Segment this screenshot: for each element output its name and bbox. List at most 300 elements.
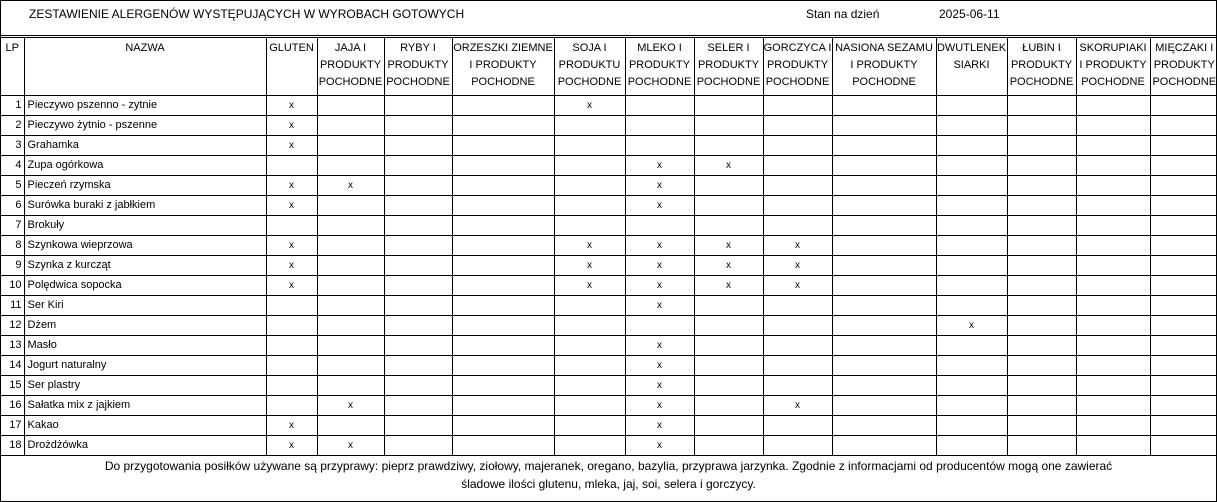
column-header-line: SOJA I	[572, 42, 607, 54]
allergen-cell	[384, 396, 452, 416]
allergen-cell	[763, 156, 832, 176]
allergen-cell: x	[266, 256, 317, 276]
allergen-cell	[1076, 336, 1150, 356]
allergen-cell	[1150, 396, 1217, 416]
allergen-cell	[1150, 276, 1217, 296]
allergen-cell: x	[266, 96, 317, 116]
allergen-cell	[384, 436, 452, 456]
allergen-cell	[832, 196, 936, 216]
allergen-cell: x	[266, 416, 317, 436]
column-header	[1150, 38, 1217, 96]
allergen-cell	[1150, 176, 1217, 196]
allergen-cell: x	[625, 416, 694, 436]
row-number: 12	[1, 316, 24, 336]
allergen-cell	[832, 136, 936, 156]
allergen-cell	[1076, 196, 1150, 216]
column-header	[1007, 38, 1076, 96]
allergen-cell	[832, 436, 936, 456]
allergen-cell	[1076, 136, 1150, 156]
allergen-cell: x	[625, 336, 694, 356]
allergen-cell	[936, 356, 1007, 376]
table-row	[1, 156, 1217, 176]
footer-line-2: śladowe ilości glutenu, mleka, jaj, soi, selera i gorczycy.	[461, 477, 756, 491]
product-name: Jogurt naturalny	[24, 356, 266, 376]
allergen-cell: x	[694, 256, 763, 276]
allergen-cell	[763, 336, 832, 356]
allergen-cell	[452, 196, 554, 216]
allergen-cell: x	[763, 256, 832, 276]
allergen-cell	[936, 216, 1007, 236]
column-header	[694, 38, 763, 96]
table-row	[1, 376, 1217, 396]
table-row	[1, 396, 1217, 416]
allergen-cell	[317, 336, 384, 356]
allergen-cell	[694, 296, 763, 316]
allergen-cell	[694, 316, 763, 336]
column-header-line: JAJA I	[334, 42, 367, 54]
row-number: 2	[1, 116, 24, 136]
allergen-cell	[384, 116, 452, 136]
column-header	[317, 38, 384, 96]
allergen-cell	[266, 376, 317, 396]
allergen-cell	[452, 256, 554, 276]
column-header-line: PRODUKTU	[558, 59, 621, 71]
row-number: 16	[1, 396, 24, 416]
row-number: 11	[1, 296, 24, 316]
allergen-cell	[554, 396, 625, 416]
allergen-cell	[763, 196, 832, 216]
allergen-cell	[317, 356, 384, 376]
allergen-cell	[694, 336, 763, 356]
allergen-cell: x	[763, 396, 832, 416]
allergen-cell	[266, 336, 317, 356]
row-number: 1	[1, 96, 24, 116]
allergen-cell: x	[625, 436, 694, 456]
allergen-cell	[452, 276, 554, 296]
allergen-cell	[1150, 416, 1217, 436]
allergen-cell	[452, 356, 554, 376]
product-name: Szynka z kurcząt	[24, 256, 266, 276]
allergen-cell	[1076, 236, 1150, 256]
allergen-cell	[384, 156, 452, 176]
product-name: Kakao	[24, 416, 266, 436]
allergen-cell: x	[625, 396, 694, 416]
column-header-line: GLUTEN	[269, 42, 314, 54]
allergen-cell	[554, 116, 625, 136]
allergen-cell	[317, 136, 384, 156]
column-header	[24, 38, 266, 96]
allergen-cell	[763, 416, 832, 436]
allergen-cell	[384, 296, 452, 316]
column-header-line: PRODUKTY	[319, 59, 382, 71]
row-number: 9	[1, 256, 24, 276]
allergen-cell	[763, 436, 832, 456]
allergen-cell	[554, 336, 625, 356]
allergen-cell	[694, 136, 763, 156]
product-name: Pieczywo pszenno - zytnie	[24, 96, 266, 116]
allergen-cell	[1076, 156, 1150, 176]
column-header	[1, 38, 24, 96]
allergen-cell	[1150, 136, 1217, 156]
allergen-cell	[936, 376, 1007, 396]
column-header-line: I PRODUKTY	[469, 59, 537, 71]
column-header-line: RYBY I	[400, 42, 436, 54]
allergen-cell	[832, 156, 936, 176]
product-name: Surówka buraki z jabłkiem	[24, 196, 266, 216]
allergen-cell	[936, 156, 1007, 176]
allergen-cell	[317, 96, 384, 116]
allergen-cell	[1076, 376, 1150, 396]
column-header-line: SKORUPIAKI	[1079, 42, 1147, 54]
allergen-cell	[936, 136, 1007, 156]
column-header	[1076, 38, 1150, 96]
column-header-line: NASIONA SEZAMU	[835, 42, 933, 54]
allergen-cell	[384, 216, 452, 236]
allergen-cell	[694, 396, 763, 416]
allergen-cell	[452, 136, 554, 156]
allergen-cell	[384, 196, 452, 216]
allergen-cell	[1007, 256, 1076, 276]
allergen-cell: x	[266, 136, 317, 156]
allergen-cell	[1007, 376, 1076, 396]
allergen-cell	[317, 116, 384, 136]
product-name: Drożdżówka	[24, 436, 266, 456]
column-header-line: POCHODNE	[1081, 76, 1145, 88]
column-header-line: MIĘCZAKI I	[1155, 42, 1214, 54]
allergen-cell	[936, 396, 1007, 416]
allergen-cell	[384, 336, 452, 356]
column-header	[452, 38, 554, 96]
allergen-cell	[832, 116, 936, 136]
allergen-cell	[452, 336, 554, 356]
allergen-cell	[317, 196, 384, 216]
allergen-cell: x	[266, 436, 317, 456]
allergen-cell	[554, 436, 625, 456]
table-row	[1, 236, 1217, 256]
allergen-cell	[452, 236, 554, 256]
allergen-cell: x	[763, 236, 832, 256]
product-name: Ser Kiri	[24, 296, 266, 316]
allergen-cell	[1150, 436, 1217, 456]
allergen-cell	[1007, 156, 1076, 176]
table-row	[1, 116, 1217, 136]
allergen-cell	[452, 176, 554, 196]
allergen-cell: x	[266, 276, 317, 296]
allergen-cell	[1007, 96, 1076, 116]
allergen-cell	[1076, 116, 1150, 136]
column-header-line: MLEKO I	[637, 42, 682, 54]
allergen-cell	[554, 136, 625, 156]
column-header	[266, 38, 317, 96]
allergen-cell	[763, 376, 832, 396]
allergen-cell	[694, 376, 763, 396]
allergen-cell	[1007, 396, 1076, 416]
allergen-cell: x	[625, 356, 694, 376]
row-number: 5	[1, 176, 24, 196]
column-header-line: SELER I	[707, 42, 750, 54]
column-header-line: LP	[5, 42, 19, 54]
allergen-cell	[936, 276, 1007, 296]
allergen-cell: x	[625, 196, 694, 216]
allergen-cell	[694, 436, 763, 456]
allergen-cell	[625, 216, 694, 236]
allergen-cell	[1076, 316, 1150, 336]
allergen-cell	[694, 196, 763, 216]
allergen-cell: x	[554, 96, 625, 116]
allergen-cell	[936, 236, 1007, 256]
allergen-cell	[832, 96, 936, 116]
allergen-cell: x	[625, 176, 694, 196]
column-header-line: POCHODNE	[627, 76, 692, 88]
allergen-cell: x	[317, 396, 384, 416]
table-header-row	[1, 38, 1217, 96]
table-row	[1, 356, 1217, 376]
allergen-cell	[694, 96, 763, 116]
allergen-table	[1, 37, 1217, 456]
allergen-cell	[266, 216, 317, 236]
allergen-cell: x	[625, 156, 694, 176]
column-header-line: POCHODNE	[386, 76, 450, 88]
allergen-cell	[936, 176, 1007, 196]
sheet-title: ZESTAWIENIE ALERGENÓW WYSTĘPUJĄCYCH W WYROBACH GOTOWYCH	[29, 7, 465, 21]
product-name: Zupa ogórkowa	[24, 156, 266, 176]
allergen-cell	[832, 316, 936, 336]
allergen-cell	[1007, 336, 1076, 356]
table-row	[1, 336, 1217, 356]
product-name: Pieczeń rzymska	[24, 176, 266, 196]
allergen-cell	[554, 316, 625, 336]
column-header	[554, 38, 625, 96]
allergen-cell	[452, 216, 554, 236]
allergen-cell: x	[625, 276, 694, 296]
product-name: Sałatka mix z jajkiem	[24, 396, 266, 416]
table-row	[1, 276, 1217, 296]
column-header-line: GORCZYCA I	[763, 42, 832, 54]
allergen-cell	[1150, 356, 1217, 376]
allergen-cell: x	[266, 176, 317, 196]
product-name: Dżem	[24, 316, 266, 336]
column-header-line: PRODUKTY	[697, 59, 760, 71]
allergen-cell	[554, 216, 625, 236]
allergen-cell	[832, 416, 936, 436]
allergen-cell	[625, 316, 694, 336]
allergen-cell	[317, 236, 384, 256]
column-header-line: PRODUKTY	[1010, 59, 1073, 71]
allergen-cell	[625, 96, 694, 116]
allergen-cell	[832, 396, 936, 416]
allergen-cell	[1150, 236, 1217, 256]
allergen-cell	[1007, 296, 1076, 316]
allergen-cell	[384, 416, 452, 436]
allergen-cell: x	[317, 436, 384, 456]
allergen-cell: x	[266, 116, 317, 136]
allergen-cell	[694, 416, 763, 436]
allergen-cell	[384, 276, 452, 296]
allergen-cell	[452, 96, 554, 116]
allergen-cell	[1007, 136, 1076, 156]
allergen-cell	[1076, 436, 1150, 456]
allergen-cell: x	[694, 276, 763, 296]
row-number: 8	[1, 236, 24, 256]
row-number: 15	[1, 376, 24, 396]
table-row	[1, 296, 1217, 316]
allergen-cell	[1150, 156, 1217, 176]
allergen-cell	[1150, 256, 1217, 276]
allergen-cell	[1076, 356, 1150, 376]
allergen-cell: x	[625, 236, 694, 256]
column-header-line: POCHODNE	[318, 76, 383, 88]
table-row	[1, 96, 1217, 116]
allergen-cell	[384, 376, 452, 396]
allergen-cell: x	[694, 236, 763, 256]
column-header-line: ŁUBIN I	[1022, 42, 1061, 54]
allergen-cell	[763, 316, 832, 336]
product-name: Brokuły	[24, 216, 266, 236]
table-row	[1, 136, 1217, 156]
allergen-cell	[1007, 216, 1076, 236]
column-header-line: POCHODNE	[1009, 76, 1074, 88]
table-row	[1, 216, 1217, 236]
allergen-cell: x	[554, 276, 625, 296]
allergen-cell	[1076, 396, 1150, 416]
row-number: 14	[1, 356, 24, 376]
allergen-cell	[936, 336, 1007, 356]
title-row	[1, 1, 1216, 36]
column-header-line: POCHODNE	[557, 76, 622, 88]
allergen-cell	[1007, 116, 1076, 136]
product-name: Szynkowa wieprzowa	[24, 236, 266, 256]
allergen-cell	[1007, 436, 1076, 456]
column-header-line: POCHODNE	[471, 76, 535, 88]
allergen-cell: x	[266, 196, 317, 216]
allergen-cell	[554, 296, 625, 316]
allergen-cell	[763, 116, 832, 136]
column-header-line: I PRODUKTY	[850, 59, 918, 71]
footer-line-1: Do przygotowania posiłków używane są przyprawy: pieprz prawdziwy, ziołowy, majeranek, oregano, bazylia, przyprawa jarzynka. Zgodnie z informacjami od producentów mogą one zawierać	[104, 459, 1113, 473]
allergen-cell	[554, 196, 625, 216]
allergen-cell	[763, 96, 832, 116]
allergen-cell: x	[936, 316, 1007, 336]
allergen-cell	[317, 316, 384, 336]
allergen-cell	[266, 396, 317, 416]
allergen-cell	[317, 156, 384, 176]
column-header-line: PRODUKTY	[387, 59, 449, 71]
allergen-cell	[1007, 356, 1076, 376]
allergen-cell	[317, 276, 384, 296]
allergen-cell	[1007, 276, 1076, 296]
product-name: Polędwica sopocka	[24, 276, 266, 296]
allergen-cell	[832, 216, 936, 236]
allergen-cell	[317, 216, 384, 236]
product-name: Masło	[24, 336, 266, 356]
allergen-cell	[452, 296, 554, 316]
allergen-cell	[384, 236, 452, 256]
allergen-cell	[1150, 316, 1217, 336]
allergen-cell	[936, 116, 1007, 136]
column-header-line: POCHODNE	[1152, 76, 1217, 88]
allergen-cell	[936, 436, 1007, 456]
column-header-line: PRODUKTY	[1153, 59, 1215, 71]
allergen-cell	[1076, 216, 1150, 236]
row-number: 10	[1, 276, 24, 296]
column-header-line: ORZESZKI ZIEMNE	[453, 42, 553, 54]
allergen-cell	[384, 316, 452, 336]
allergen-cell	[317, 256, 384, 276]
table-body	[1, 96, 1217, 456]
allergen-cell: x	[625, 256, 694, 276]
allergen-cell	[554, 416, 625, 436]
column-header	[763, 38, 832, 96]
column-header	[936, 38, 1007, 96]
allergen-cell	[384, 356, 452, 376]
allergen-cell	[452, 376, 554, 396]
allergen-cell	[1150, 96, 1217, 116]
allergen-cell	[936, 196, 1007, 216]
table-row	[1, 196, 1217, 216]
allergen-cell	[452, 416, 554, 436]
allergen-cell	[694, 116, 763, 136]
allergen-cell	[763, 216, 832, 236]
allergen-cell	[1007, 316, 1076, 336]
stan-label: Stan na dzień	[806, 7, 880, 21]
table-row	[1, 316, 1217, 336]
allergen-cell	[452, 116, 554, 136]
allergen-cell	[554, 376, 625, 396]
allergen-cell	[1150, 296, 1217, 316]
allergen-cell	[1076, 296, 1150, 316]
row-number: 13	[1, 336, 24, 356]
allergen-cell	[1150, 216, 1217, 236]
allergen-cell	[1007, 236, 1076, 256]
column-header-line: POCHODNE	[765, 76, 830, 88]
allergen-cell	[317, 416, 384, 436]
column-header-line: I PRODUKTY	[1079, 59, 1147, 71]
column-header-line: PRODUKTY	[766, 59, 829, 71]
column-header	[832, 38, 936, 96]
column-header	[384, 38, 452, 96]
footer-note	[1, 457, 1216, 493]
column-header-line: POCHODNE	[696, 76, 761, 88]
allergen-cell	[1150, 196, 1217, 216]
stan-date: 2025-06-11	[939, 7, 1000, 21]
allergen-cell: x	[317, 176, 384, 196]
column-header-line: PRODUKTY	[628, 59, 691, 71]
allergen-cell	[1007, 176, 1076, 196]
product-name: Ser plastry	[24, 376, 266, 396]
allergen-cell	[317, 296, 384, 316]
allergen-cell	[452, 436, 554, 456]
allergen-cell	[384, 96, 452, 116]
allergen-cell	[384, 136, 452, 156]
allergen-cell	[384, 256, 452, 276]
allergen-cell: x	[625, 376, 694, 396]
allergen-cell: x	[763, 276, 832, 296]
allergen-cell	[554, 156, 625, 176]
row-number: 4	[1, 156, 24, 176]
table-row	[1, 416, 1217, 436]
allergen-cell	[694, 216, 763, 236]
allergen-cell: x	[554, 236, 625, 256]
allergen-cell	[1150, 376, 1217, 396]
row-number: 17	[1, 416, 24, 436]
allergen-cell	[936, 96, 1007, 116]
allergen-cell	[266, 356, 317, 376]
allergen-cell	[832, 356, 936, 376]
allergen-cell: x	[694, 156, 763, 176]
allergen-cell	[554, 356, 625, 376]
allergen-cell	[1007, 416, 1076, 436]
allergen-cell: x	[625, 296, 694, 316]
